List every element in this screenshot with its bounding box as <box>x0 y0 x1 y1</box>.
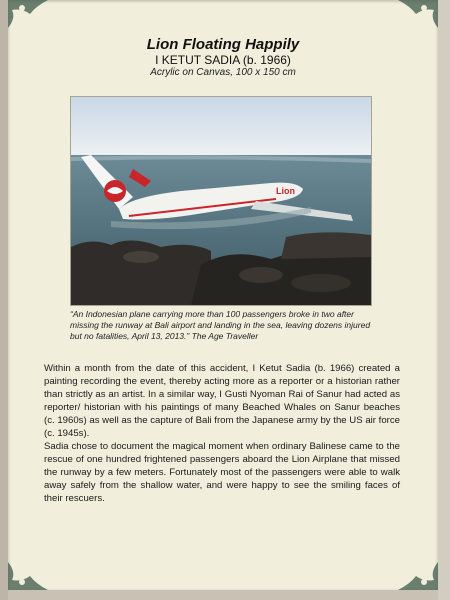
artwork-medium: Acrylic on Canvas, 100 x 150 cm <box>150 67 296 78</box>
plane-photo-illustration <box>71 97 371 305</box>
artist-name: I KETUT SADIA (b. 1966) <box>155 53 291 67</box>
wall-left <box>0 0 8 600</box>
photo-caption: “An Indonesian plane carrying more than 100 passengers broke in two after missing the runway at Bali airport and landing in the sea, leaving dozens injured but no fatalities, April 13, 2013.” The Age Traveller <box>70 309 371 341</box>
corner-ornament-top-right <box>390 0 438 32</box>
wall-right <box>438 0 450 600</box>
corner-ornament-bottom-right <box>390 558 438 590</box>
museum-label-panel <box>8 0 438 590</box>
description-paragraph-1: Within a month from the date of this accident, I Ketut Sadia (b. 1966) created a painting recording the event, thereby acting more as a reporter or a historian rather than strictly as an artist. In a similar way, I Gusti Nyoman Rai of Sanur had acted as reporter/ historian with his paintings of many Beached Whales on Sanur beaches (c. 1960s) as well as the capture of Bali from the Japanese army by the US air force (c. 1945s). <box>44 363 400 439</box>
plane-photo <box>70 96 372 306</box>
corner-ornament-bottom-left <box>8 558 56 590</box>
corner-ornament-top-left <box>8 0 56 32</box>
description-paragraph-2: Sadia chose to document the magical moment when ordinary Balinese came to the rescue of one hundred frightened passengers aboard the Lion Airplane that missed the runway by a few meters. Fortunately most of the passengers were able to walk away safely from the shallow water, and were happy to see the smiling faces of their rescuers. <box>44 441 400 504</box>
artwork-title: Lion Floating Happily <box>146 36 300 53</box>
airline-text: Lion <box>276 186 295 196</box>
